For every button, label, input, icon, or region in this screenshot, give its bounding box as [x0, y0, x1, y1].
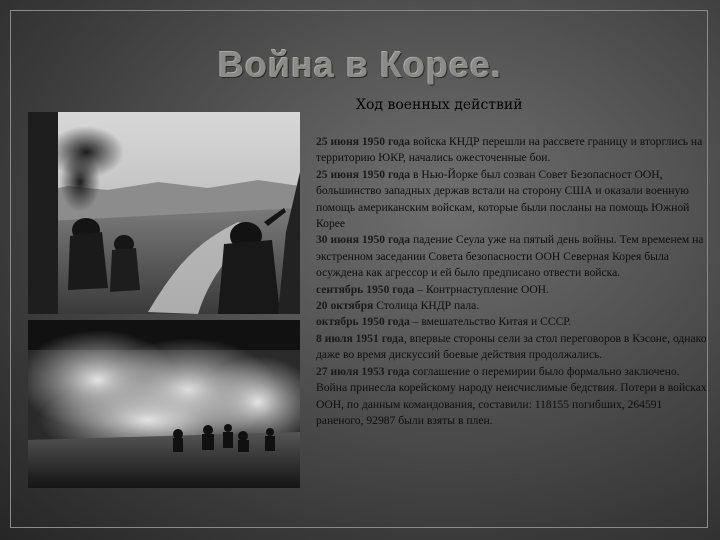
event-date: 8 июля 1951 года [316, 331, 404, 345]
event-paragraph [316, 380, 708, 429]
event-text: в Нью-Йорке был созван Совет Безопасност ООН, большинство западных держав встали на сторону США и оказали военную помощь американским войскам, которые были посланы на помощь Южной Корее [316, 167, 690, 231]
event-text: соглашение о перемирии было формально заключено. [409, 364, 680, 378]
event-paragraph [316, 232, 708, 281]
event-paragraph [316, 134, 708, 167]
event-date: 20 октября [316, 299, 374, 313]
photo-icon [28, 320, 300, 488]
slide-title: Война в Корее. [217, 44, 503, 85]
event-text: Столица КНДР пала. [373, 299, 480, 313]
event-text: – Контрнаступление ООН. [414, 282, 549, 296]
events-text [316, 134, 708, 429]
event-date: сентябрь 1950 года [316, 282, 415, 296]
event-paragraph [316, 314, 708, 330]
event-date: 25 июня 1950 года [316, 135, 411, 148]
photo-smoke-battle [28, 320, 300, 488]
event-text: , впервые стороны сели за стол переговоров в Кэсоне, однако даже во время дискуссий боевые действия продолжались. [316, 331, 707, 362]
photo-icon [28, 112, 300, 314]
event-text: падение Сеула уже на пятый день войны. Тем временем на экстренном заседании Совета безопасности ООН Северная Корея была осуждена как агрессор и ей было предписано отвести войска. [316, 233, 704, 280]
event-paragraph [316, 331, 708, 364]
event-date: 25 июня 1950 года [316, 167, 411, 181]
event-text: войска КНДР перешли на рассвете границу и вторглись на территорию ЮКР, начались ожесточенные бои. [316, 135, 703, 165]
slide-subtitle: Ход военных действий [356, 97, 523, 113]
event-date: 30 июня 1950 года [316, 233, 411, 247]
event-paragraph [316, 282, 708, 298]
event-date: октябрь 1950 года [316, 315, 410, 329]
event-date: 27 июля 1953 года [316, 364, 410, 378]
event-text: Война принесла корейскому народу неисчислимые бедствия. Потери в войсках ООН, по данным командования, составили: 118155 погибших, 264591 раненого, 92987 были взяты в плен. [316, 381, 707, 427]
event-paragraph [316, 364, 708, 380]
photo-soldiers-battlefield [28, 112, 300, 314]
event-text: – вмешательство Китая и СССР. [409, 315, 572, 329]
event-paragraph [316, 167, 708, 233]
event-paragraph [316, 298, 708, 314]
